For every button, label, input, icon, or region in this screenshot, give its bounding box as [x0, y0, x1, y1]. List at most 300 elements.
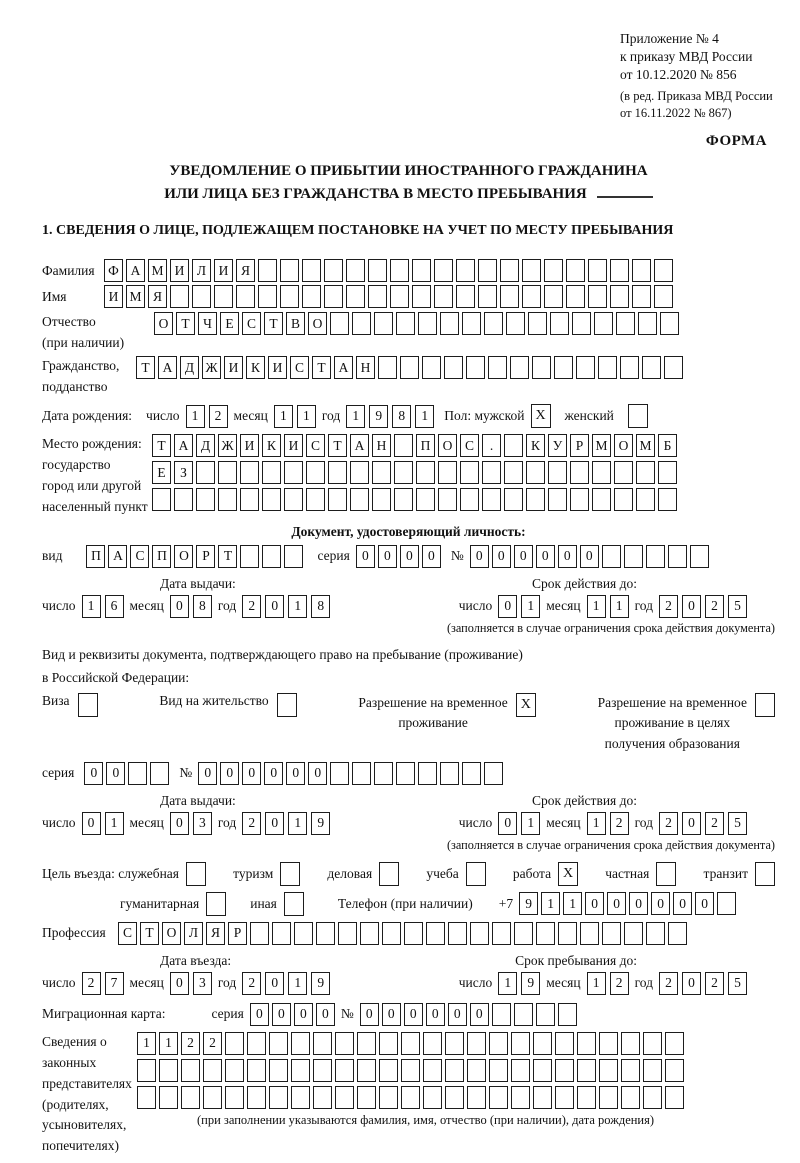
form-cell [658, 461, 677, 484]
representatives-label-line2: законных [42, 1054, 97, 1070]
form-cell: О [162, 922, 181, 945]
purpose-other-option [250, 892, 304, 916]
form-cell [500, 285, 519, 308]
name-row [42, 285, 775, 308]
form-cell: Я [206, 922, 225, 945]
birth-date-label: Дата рождения: [42, 408, 133, 424]
form-cell [418, 312, 437, 335]
surname-cells [104, 259, 673, 282]
form-cell: Д [180, 356, 199, 379]
form-cell [262, 545, 281, 568]
form-cell: 6 [105, 595, 124, 618]
patronymic-cells [154, 312, 679, 335]
form-cell: 0 [294, 1003, 313, 1026]
residence-number-cells [198, 762, 503, 785]
form-cell: 0 [629, 892, 648, 915]
entry-month-cells [170, 972, 212, 995]
form-cell: 0 [272, 1003, 291, 1026]
form-cell [196, 488, 215, 511]
form-cell: 0 [695, 892, 714, 915]
birth-place-label-line2: государство [42, 457, 111, 473]
form-cell [548, 488, 567, 511]
birth-place-block [42, 434, 775, 518]
form-cell: 5 [728, 595, 747, 618]
form-cell: 0 [448, 1003, 467, 1026]
form-cell: З [174, 461, 193, 484]
form-cell [510, 356, 529, 379]
form-cell [250, 922, 269, 945]
form-cell: А [350, 434, 369, 457]
purpose-transit-label: транзит [703, 865, 748, 881]
form-cell: А [158, 356, 177, 379]
form-cell [423, 1032, 442, 1055]
form-cell [658, 488, 677, 511]
form-cell [360, 922, 379, 945]
form-cell [400, 356, 419, 379]
form-cell [588, 259, 607, 282]
form-cell [544, 259, 563, 282]
form-cell: Ф [104, 259, 123, 282]
form-cell [346, 285, 365, 308]
form-cell [196, 461, 215, 484]
form-cell [313, 1086, 332, 1109]
profession-row [42, 922, 775, 945]
form-cell [484, 312, 503, 335]
form-cell [394, 488, 413, 511]
form-cell [330, 762, 349, 785]
form-cell [614, 461, 633, 484]
citizenship-cells [136, 356, 683, 379]
form-cell: 1 [105, 812, 124, 835]
year-label: год [321, 408, 341, 424]
residence-issue-date-group [42, 812, 330, 835]
entry-date-header: Дата въезда: [160, 952, 232, 968]
entry-date-group [42, 972, 330, 995]
form-cell [717, 892, 736, 915]
form-cell [306, 488, 325, 511]
birth-place-label-line4: населенный пункт [42, 498, 148, 514]
form-cell [610, 285, 629, 308]
form-cell [352, 762, 371, 785]
form-cell [448, 922, 467, 945]
form-cell: Р [196, 545, 215, 568]
form-cell [488, 356, 507, 379]
form-cell: С [118, 922, 137, 945]
form-cell: 5 [728, 972, 747, 995]
form-cell: В [286, 312, 305, 335]
form-cell [313, 1032, 332, 1055]
temp-residence-education-line3: получения образования [604, 735, 740, 751]
residence-permit-label: Вид на жительство [159, 693, 269, 708]
form-cell: 1 [521, 595, 540, 618]
appendix-edit-line: (в ред. Приказа МВД России [620, 89, 773, 104]
appendix-edit-line: от 16.11.2022 № 867) [620, 105, 732, 120]
residence-valid-year-cells [659, 812, 747, 835]
form-cell [558, 1003, 577, 1026]
form-cell: И [214, 259, 233, 282]
form-cell: К [262, 434, 281, 457]
form-cell: А [174, 434, 193, 457]
form-cell: П [152, 545, 171, 568]
representatives-label [42, 1032, 137, 1158]
form-cell [514, 1003, 533, 1026]
form-cell: 2 [203, 1032, 222, 1055]
form-cell [280, 285, 299, 308]
birth-place-label-line3: город или другой [42, 477, 142, 493]
form-cell: А [334, 356, 353, 379]
year-label: год [634, 815, 653, 831]
form-cell [500, 259, 519, 282]
temp-residence-label [358, 693, 507, 734]
form-cell [291, 1032, 310, 1055]
doc-type-label: вид [42, 548, 63, 564]
form-cell: 0 [682, 595, 701, 618]
form-cell [506, 312, 525, 335]
form-cell: 1 [563, 892, 582, 915]
form-cell [346, 259, 365, 282]
form-cell [416, 488, 435, 511]
form-cell [396, 312, 415, 335]
form-cell [378, 356, 397, 379]
residence-date-headers [42, 793, 775, 809]
purpose-private-label: частная [605, 865, 650, 881]
form-cell: 0 [198, 762, 217, 785]
residence-issue-month-cells [170, 812, 212, 835]
form-cell [467, 1032, 486, 1055]
form-cell [174, 488, 193, 511]
form-cell [690, 545, 709, 568]
entry-dates-row [42, 972, 775, 995]
form-cell: М [592, 434, 611, 457]
form-cell [566, 285, 585, 308]
form-cell: 0 [422, 545, 441, 568]
form-cell: 8 [392, 405, 411, 428]
form-cell: С [290, 356, 309, 379]
form-cell: 8 [311, 595, 330, 618]
form-cell: Т [312, 356, 331, 379]
form-cell: 0 [264, 762, 283, 785]
form-cell [272, 922, 291, 945]
form-cell: 0 [170, 812, 189, 835]
doc-number-label: № [450, 548, 464, 564]
form-cell [284, 488, 303, 511]
representatives-note: (при заполнении указываются фамилия, имя, отчество (при наличии), дата рождения) [197, 1112, 655, 1127]
form-cell [456, 259, 475, 282]
form-cell: И [284, 434, 303, 457]
residence-permit-option [159, 693, 296, 717]
form-cell [620, 356, 639, 379]
purpose-tourism-option [233, 862, 300, 886]
form-cell [522, 259, 541, 282]
form-cell: Т [176, 312, 195, 335]
form-cell [466, 356, 485, 379]
form-cell [632, 285, 651, 308]
form-cell [394, 434, 413, 457]
form-cell: А [126, 259, 145, 282]
form-cell [368, 259, 387, 282]
form-cell [544, 285, 563, 308]
form-cell [533, 1059, 552, 1082]
representatives-label-line4: (родителях, [42, 1096, 109, 1112]
form-cell: Ж [202, 356, 221, 379]
form-cell [654, 259, 673, 282]
form-cell: Р [570, 434, 589, 457]
form-cell: 1 [159, 1032, 178, 1055]
form-cell [602, 545, 621, 568]
form-cell [152, 488, 171, 511]
form-cell [570, 461, 589, 484]
surname-row [42, 259, 775, 282]
form-cell [225, 1086, 244, 1109]
form-cell [247, 1086, 266, 1109]
form-cell: И [240, 434, 259, 457]
sex-female-checkbox [628, 404, 648, 428]
form-cell [181, 1086, 200, 1109]
form-title-line1: УВЕДОМЛЕНИЕ О ПРИБЫТИИ ИНОСТРАННОГО ГРАЖДАНИНА [169, 163, 648, 180]
form-cell: 0 [580, 545, 599, 568]
form-cell: У [548, 434, 567, 457]
form-cell: И [224, 356, 243, 379]
month-label: месяц [546, 598, 581, 614]
appendix-line: от 10.12.2020 № 856 [620, 66, 737, 82]
form-cell [624, 545, 643, 568]
form-cell: 0 [265, 972, 284, 995]
form-cell [636, 488, 655, 511]
month-label: месяц [129, 975, 164, 991]
birth-date-row [42, 404, 775, 428]
form-cell [357, 1086, 376, 1109]
form-cell [511, 1032, 530, 1055]
residence-permit-checkbox [277, 693, 297, 717]
birth-place-label [42, 434, 152, 518]
appendix-block [620, 30, 775, 121]
migration-series-label: серия [211, 1006, 244, 1022]
form-cell: 2 [659, 812, 678, 835]
form-cell [240, 545, 259, 568]
form-cell: 1 [288, 812, 307, 835]
representatives-row3-cells [137, 1086, 775, 1109]
form-cell [616, 312, 635, 335]
form-cell [294, 922, 313, 945]
sex-male-checkbox: X [531, 404, 551, 428]
form-cell [599, 1086, 618, 1109]
form-cell [438, 488, 457, 511]
form-cell [528, 312, 547, 335]
temp-residence-education-label [598, 693, 747, 754]
form-cell: 1 [498, 972, 517, 995]
purpose-row [42, 862, 775, 886]
form-title [42, 160, 775, 205]
form-cell [526, 488, 545, 511]
migration-series-cells [250, 1003, 335, 1026]
form-cell: 2 [705, 972, 724, 995]
title-blank-line [597, 184, 653, 198]
purpose-tourism-checkbox [280, 862, 300, 886]
form-cell: Е [152, 461, 171, 484]
doc-series-cells [356, 545, 441, 568]
form-cell: О [614, 434, 633, 457]
form-cell [438, 461, 457, 484]
form-cell [646, 922, 665, 945]
form-cell [357, 1032, 376, 1055]
form-cell [401, 1059, 420, 1082]
purpose-service-checkbox [186, 862, 206, 886]
form-cell [643, 1086, 662, 1109]
residence-issue-day-cells [82, 812, 124, 835]
form-cell: 0 [360, 1003, 379, 1026]
form-cell: Т [264, 312, 283, 335]
form-cell: Л [184, 922, 203, 945]
form-cell [203, 1059, 222, 1082]
form-cell [602, 922, 621, 945]
identity-issue-year-cells [242, 595, 330, 618]
form-cell [401, 1032, 420, 1055]
form-cell: О [308, 312, 327, 335]
form-cell: Р [228, 922, 247, 945]
residence-issue-year-cells [242, 812, 330, 835]
identity-valid-month-cells [587, 595, 629, 618]
form-cell: 2 [659, 595, 678, 618]
surname-label: Фамилия [42, 262, 95, 278]
day-label: число [458, 598, 493, 614]
form-cell: 2 [209, 405, 228, 428]
form-cell [478, 285, 497, 308]
form-cell [316, 922, 335, 945]
form-cell [390, 285, 409, 308]
purpose-business-option [327, 862, 399, 886]
form-cell: 0 [682, 812, 701, 835]
purpose-work-checkbox: X [558, 862, 578, 886]
form-cell [489, 1059, 508, 1082]
form-cell [258, 259, 277, 282]
form-cell [330, 312, 349, 335]
form-cell: П [86, 545, 105, 568]
residence-valid-date-group [459, 812, 747, 835]
form-cell [492, 1003, 511, 1026]
form-cell [240, 488, 259, 511]
form-cell [456, 285, 475, 308]
form-cell [379, 1032, 398, 1055]
form-cell [588, 285, 607, 308]
form-cell [214, 285, 233, 308]
form-cell [665, 1059, 684, 1082]
month-label: месяц [129, 598, 164, 614]
residence-dates-row [42, 812, 775, 835]
form-cell: 1 [610, 595, 629, 618]
form-cell [621, 1059, 640, 1082]
form-cell [379, 1086, 398, 1109]
form-cell [269, 1032, 288, 1055]
form-cell: 0 [536, 545, 555, 568]
form-cell [460, 461, 479, 484]
form-cell: Б [658, 434, 677, 457]
form-cell: 2 [705, 595, 724, 618]
form-cell [470, 922, 489, 945]
form-cell [482, 461, 501, 484]
form-cell: Ч [198, 312, 217, 335]
form-cell [467, 1059, 486, 1082]
representatives-label-line3: представителях [42, 1075, 132, 1091]
form-cell: 2 [82, 972, 101, 995]
purpose-private-option [605, 862, 676, 886]
form-cell [484, 762, 503, 785]
temp-residence-option [358, 693, 535, 734]
form-cell [306, 461, 325, 484]
form-cell [643, 1032, 662, 1055]
citizenship-row [42, 356, 775, 398]
form-cell [668, 922, 687, 945]
validity-note: (заполняется в случае ограничения срока действия документа) [446, 837, 775, 852]
form-cell [646, 545, 665, 568]
form-cell [328, 488, 347, 511]
form-cell [576, 356, 595, 379]
issue-date-header: Дата выдачи: [160, 575, 236, 591]
day-label: число [42, 598, 76, 614]
form-cell [665, 1032, 684, 1055]
form-cell [555, 1059, 574, 1082]
purpose-row2 [120, 892, 775, 916]
form-cell: 0 [498, 595, 517, 618]
form-cell: И [268, 356, 287, 379]
form-cell: 0 [607, 892, 626, 915]
form-cell: 2 [610, 972, 629, 995]
form-cell: П [416, 434, 435, 457]
form-cell [382, 922, 401, 945]
form-cell [668, 545, 687, 568]
form-cell [170, 285, 189, 308]
stay-day-cells [498, 972, 540, 995]
identity-valid-date-group [459, 595, 747, 618]
migration-number-cells [360, 1003, 577, 1026]
purpose-humanitarian-label: гуманитарная [120, 895, 200, 911]
form-cell: 3 [193, 812, 212, 835]
citizenship-label-line2: подданство [42, 379, 108, 395]
form-cell: 1 [587, 972, 606, 995]
form-cell: Т [218, 545, 237, 568]
appendix-line: к приказу МВД России [620, 48, 753, 64]
form-cell [302, 285, 321, 308]
form-cell [514, 922, 533, 945]
form-cell [374, 312, 393, 335]
name-cells [104, 285, 673, 308]
temp-residence-education-checkbox [755, 693, 775, 717]
identity-doc-row [42, 545, 775, 568]
purpose-service-label: Цель въезда: служебная [42, 865, 179, 881]
form-cell [258, 285, 277, 308]
form-cell: 2 [181, 1032, 200, 1055]
form-cell [269, 1059, 288, 1082]
stay-until-header: Срок пребывания до: [515, 952, 637, 968]
form-cell: 0 [470, 545, 489, 568]
form-cell [642, 356, 661, 379]
form-cell: 0 [106, 762, 125, 785]
form-cell: 0 [286, 762, 305, 785]
identity-issue-month-cells [170, 595, 212, 618]
doc-type-cells [86, 545, 303, 568]
form-cell: 0 [585, 892, 604, 915]
form-cell [594, 312, 613, 335]
purpose-private-checkbox [656, 862, 676, 886]
residence-options-row [42, 693, 775, 754]
form-cell: Л [192, 259, 211, 282]
form-cell [665, 1086, 684, 1109]
form-cell [489, 1086, 508, 1109]
day-label: число [458, 815, 493, 831]
temp-residence-checkbox: X [516, 693, 536, 717]
form-cell: 0 [242, 762, 261, 785]
form-cell [511, 1059, 530, 1082]
phone-prefix: +7 [498, 895, 514, 911]
